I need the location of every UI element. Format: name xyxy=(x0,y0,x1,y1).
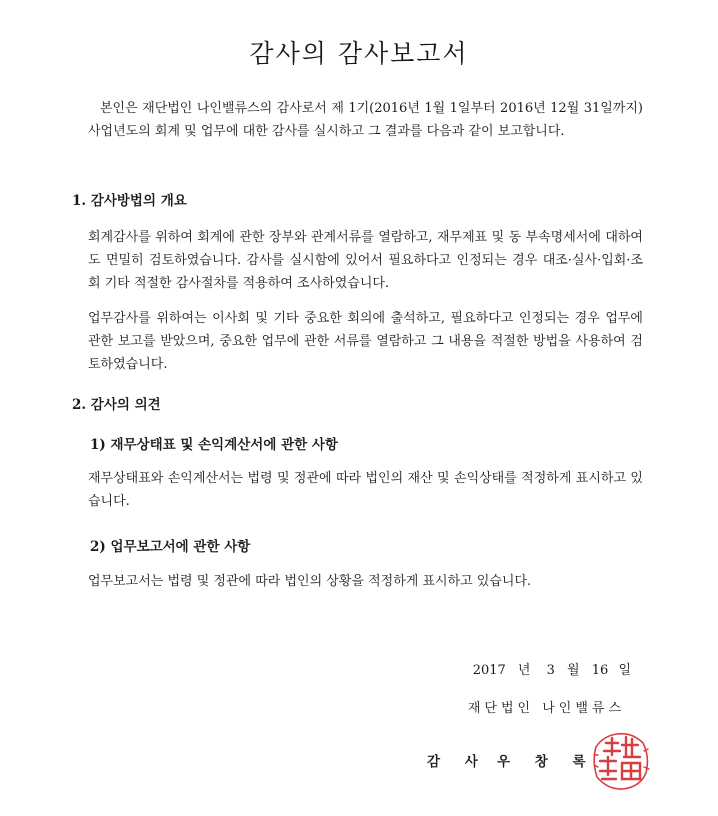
document-title: 감사의 감사보고서 xyxy=(249,39,469,68)
date-year: 2017 xyxy=(472,663,506,678)
date-year-unit: 년 xyxy=(517,663,531,678)
date-month: 3 xyxy=(546,663,555,678)
section-1-paragraph-1: 회계감사를 위하여 회계에 관한 장부와 관계서류를 열람하고, 재무제표 및 동 부속명세서에 대하여도 면밀히 검토하였습니다. 감사를 실시함에 있어서 필요하다고 인정되는 경우 대조·실사·입회·조회 기타 적절한 감사절차를 적용하여 조사하였습니다. xyxy=(88,230,643,291)
subsection-2-paragraph: 업무보고서는 법령 및 정관에 따라 법인의 상황을 적정하게 표시하고 있습니다. xyxy=(88,574,532,589)
date-day: 16 xyxy=(591,663,609,678)
section-1-paragraph-2: 업무감사를 위하여는 이사회 및 기타 중요한 회의에 출석하고, 필요하다고 인정되는 경우 업무에 관한 보고를 받았으며, 중요한 업무에 관한 서류를 열람하고 그 내용을 적절한 방법을 사용하여 검토하였습니다. xyxy=(88,311,643,372)
subsection-1-heading: 1) 재무상태표 및 손익계산서에 관한 사항 xyxy=(90,437,338,453)
report-date xyxy=(473,659,631,678)
seal-stamp-icon xyxy=(588,727,652,793)
signer-role: 감 사 xyxy=(427,754,488,770)
subsection-1-paragraph: 재무상태표와 손익계산서는 법령 및 정관에 따라 법인의 재산 및 손익상태를 적정하게 표시하고 있습니다. xyxy=(88,471,643,509)
section-1-heading: 1. 감사방법의 개요 xyxy=(72,193,187,209)
organization-name: 재단법인 나인밸류스 xyxy=(467,701,625,716)
date-month-unit: 월 xyxy=(567,663,580,678)
signer-name: 우 창 록 xyxy=(497,754,596,770)
date-day-unit: 일 xyxy=(618,663,631,678)
intro-paragraph: 본인은 재단법인 나인밸류스의 감사로서 제 1기(2016년 1월 1일부터 2016년 12월 31일까지) 사업년도의 회계 및 업무에 대한 감사를 실시하고 그 결과를 다음과 같이 보고합니다. xyxy=(88,101,643,139)
subsection-2-heading: 2) 업무보고서에 관한 사항 xyxy=(90,539,251,555)
section-2-heading: 2. 감사의 의견 xyxy=(72,397,161,413)
